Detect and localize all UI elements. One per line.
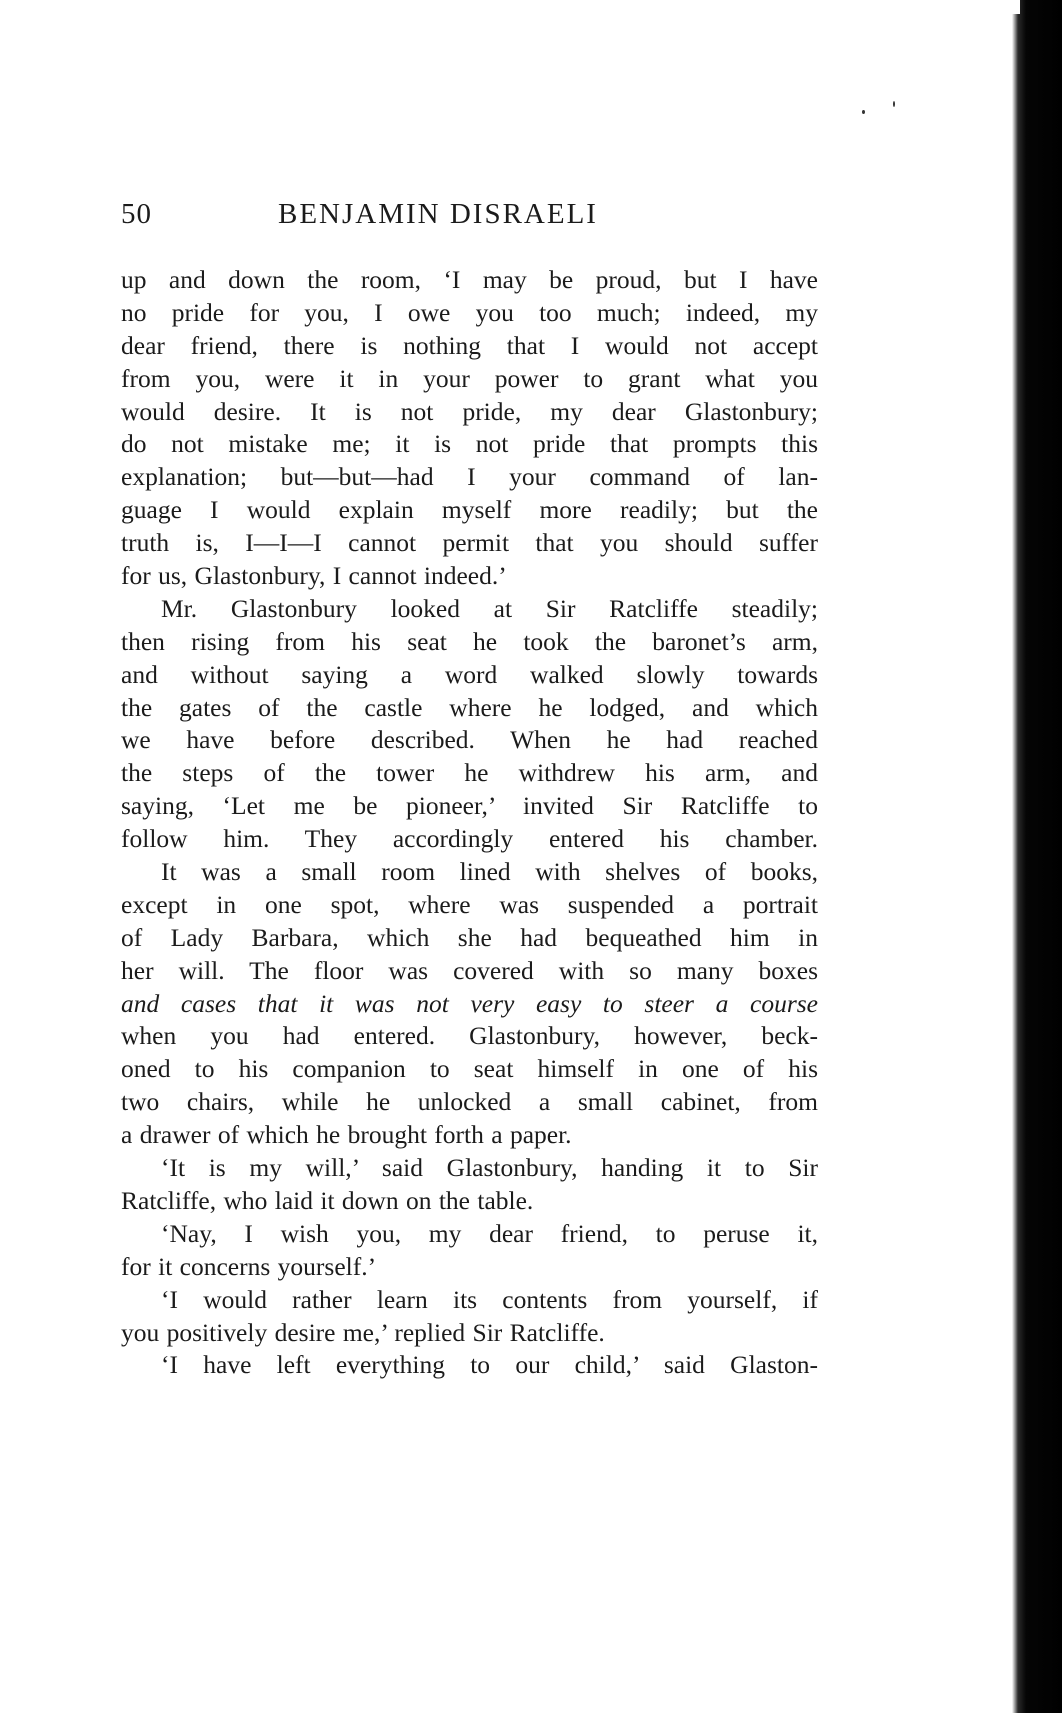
text-line: except in one spot, where was suspended a portrait xyxy=(121,889,818,919)
ink-speck xyxy=(893,101,895,107)
text-line: saying, ‘Let me be pioneer,’ invited Sir Ratcliffe to xyxy=(121,791,818,821)
text-line: up and down the room, ‘I may be proud, but I have xyxy=(121,265,818,294)
text-line: you positively desire me,’ replied Sir Ratcliffe. xyxy=(121,1317,605,1347)
text-line: two chairs, while he unlocked a small cabinet, from xyxy=(121,1087,818,1117)
text-line: for us, Glastonbury, I cannot indeed.’ xyxy=(121,561,507,591)
text-line: ‘It is my will,’ said Glastonbury, handing it to Sir xyxy=(161,1153,818,1183)
text-line: the steps of the tower he withdrew his arm, and xyxy=(121,758,818,788)
text-line: explanation; but—but—had I your command of lan- xyxy=(121,462,818,492)
text-line: do not mistake me; it is not pride that prompts this xyxy=(121,429,818,459)
body-text xyxy=(121,264,818,1382)
ink-speck xyxy=(862,110,865,114)
text-line: when you had entered. Glastonbury, however, beck- xyxy=(121,1021,818,1051)
text-line: then rising from his seat he took the baronet’s arm, xyxy=(121,626,818,656)
text-line: and cases that it was not very easy to steer a course xyxy=(121,988,818,1018)
text-line: the gates of the castle where he lodged, and which xyxy=(121,692,818,722)
page-edge-shadow xyxy=(1012,0,1062,1713)
text-line: her will. The floor was covered with so many boxes xyxy=(121,955,818,985)
text-line: ‘I have left everything to our child,’ said Glaston- xyxy=(161,1350,818,1380)
page-number: 50 xyxy=(121,198,152,230)
text-line: It was a small room lined with shelves of books, xyxy=(161,857,818,887)
text-line: no pride for you, I owe you too much; indeed, my xyxy=(121,297,818,327)
text-line: dear friend, there is nothing that I would not accept xyxy=(121,330,818,360)
text-line: for it concerns yourself.’ xyxy=(121,1251,377,1281)
page-edge-notch xyxy=(1008,0,1020,14)
text-line: guage I would explain myself more readily; but the xyxy=(121,495,818,525)
text-line: Ratcliffe, who laid it down on the table. xyxy=(121,1185,534,1215)
text-line: Mr. Glastonbury looked at Sir Ratcliffe steadily; xyxy=(161,593,818,623)
text-line: of Lady Barbara, which she had bequeathed him in xyxy=(121,922,818,952)
text-line: truth is, I—I—I cannot permit that you should suffer xyxy=(121,528,818,558)
text-line: ‘I would rather learn its contents from yourself, if xyxy=(161,1284,818,1314)
text-line: a drawer of which he brought forth a paper. xyxy=(121,1120,572,1150)
text-line: we have before described. When he had reached xyxy=(121,725,818,755)
page-header xyxy=(121,198,821,238)
text-line: oned to his companion to seat himself in one of his xyxy=(121,1054,818,1084)
text-line: and without saying a word walked slowly towards xyxy=(121,659,818,689)
text-line: follow him. They accordingly entered his chamber. xyxy=(121,824,818,854)
text-line: would desire. It is not pride, my dear Glastonbury; xyxy=(121,396,818,426)
running-title: BENJAMIN DISRAELI xyxy=(278,198,598,230)
text-line: ‘Nay, I wish you, my dear friend, to peruse it, xyxy=(161,1218,818,1248)
text-line: from you, were it in your power to grant what you xyxy=(121,363,818,393)
